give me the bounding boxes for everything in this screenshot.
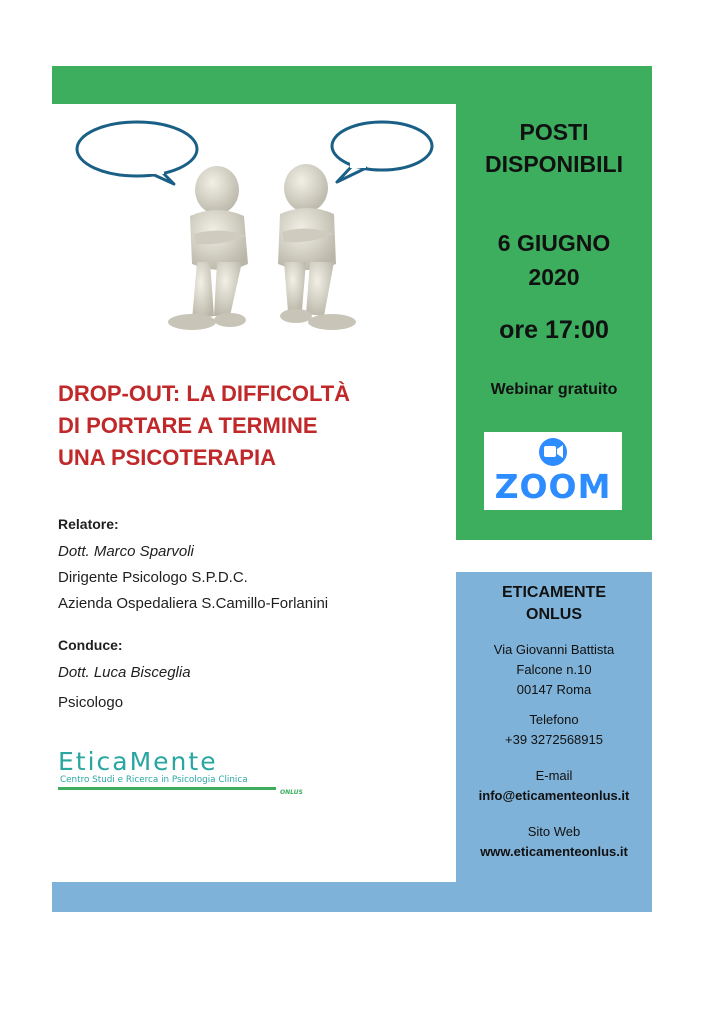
speaker-organization: Azienda Ospedaliera S.Camillo-Forlanini bbox=[58, 595, 329, 612]
contact-address: Via Giovanni Battista Falcone n.10 00147 Roma bbox=[493, 642, 615, 697]
speaker-label: Relatore: bbox=[58, 516, 119, 532]
event-date: 6 GIUGNO 2020 bbox=[497, 230, 611, 290]
speaker-role: Dirigente Psicologo S.P.D.C. bbox=[58, 569, 248, 586]
person-figure-left-icon bbox=[168, 166, 248, 330]
logo-suffix: ONLUS bbox=[280, 789, 303, 796]
contact-panel bbox=[456, 572, 652, 912]
hero-illustration bbox=[52, 104, 456, 356]
contact-website: Sito Web www.eticamenteonlus.it bbox=[456, 822, 652, 862]
event-time: ore 17:00 bbox=[499, 316, 609, 344]
host-name: Dott. Luca Bisceglia bbox=[58, 664, 191, 681]
person-figure-right-icon bbox=[278, 164, 356, 330]
speech-bubble-right-icon bbox=[332, 122, 432, 182]
event-info-panel bbox=[456, 66, 652, 540]
speaker-name: Dott. Marco Sparvoli bbox=[58, 543, 194, 560]
event-format: Webinar gratuito bbox=[490, 381, 618, 398]
top-green-bar bbox=[52, 66, 456, 104]
host-label: Conduce: bbox=[58, 637, 123, 653]
website-link[interactable]: www.eticamenteonlus.it bbox=[480, 844, 628, 859]
zoom-wordmark: ZOOM bbox=[494, 467, 612, 506]
eticamente-logo bbox=[58, 748, 318, 798]
contact-email: E-mail info@eticamenteonlus.it bbox=[456, 766, 652, 806]
availability-text: POSTI DISPONIBILI bbox=[484, 119, 623, 177]
zoom-logo bbox=[484, 432, 622, 510]
logo-tagline: Centro Studi e Ricerca in Psicologia Clinica bbox=[60, 775, 248, 785]
email-link[interactable]: info@eticamenteonlus.it bbox=[478, 788, 630, 803]
zoom-camera-icon bbox=[539, 438, 567, 466]
host-role: Psicologo bbox=[58, 694, 124, 711]
event-title: DROP-OUT: LA DIFFICOLTÀ DI PORTARE A TERMINE UNA PSICOTERAPIA bbox=[58, 381, 351, 470]
bottom-blue-bar bbox=[52, 882, 456, 912]
logo-wordmark: EticaMente bbox=[58, 748, 218, 776]
speech-bubble-left-icon bbox=[77, 122, 197, 184]
contact-phone: Telefono +39 3272568915 bbox=[505, 712, 603, 747]
contact-org: ETICAMENTE ONLUS bbox=[502, 584, 606, 623]
logo-underline bbox=[58, 787, 276, 790]
